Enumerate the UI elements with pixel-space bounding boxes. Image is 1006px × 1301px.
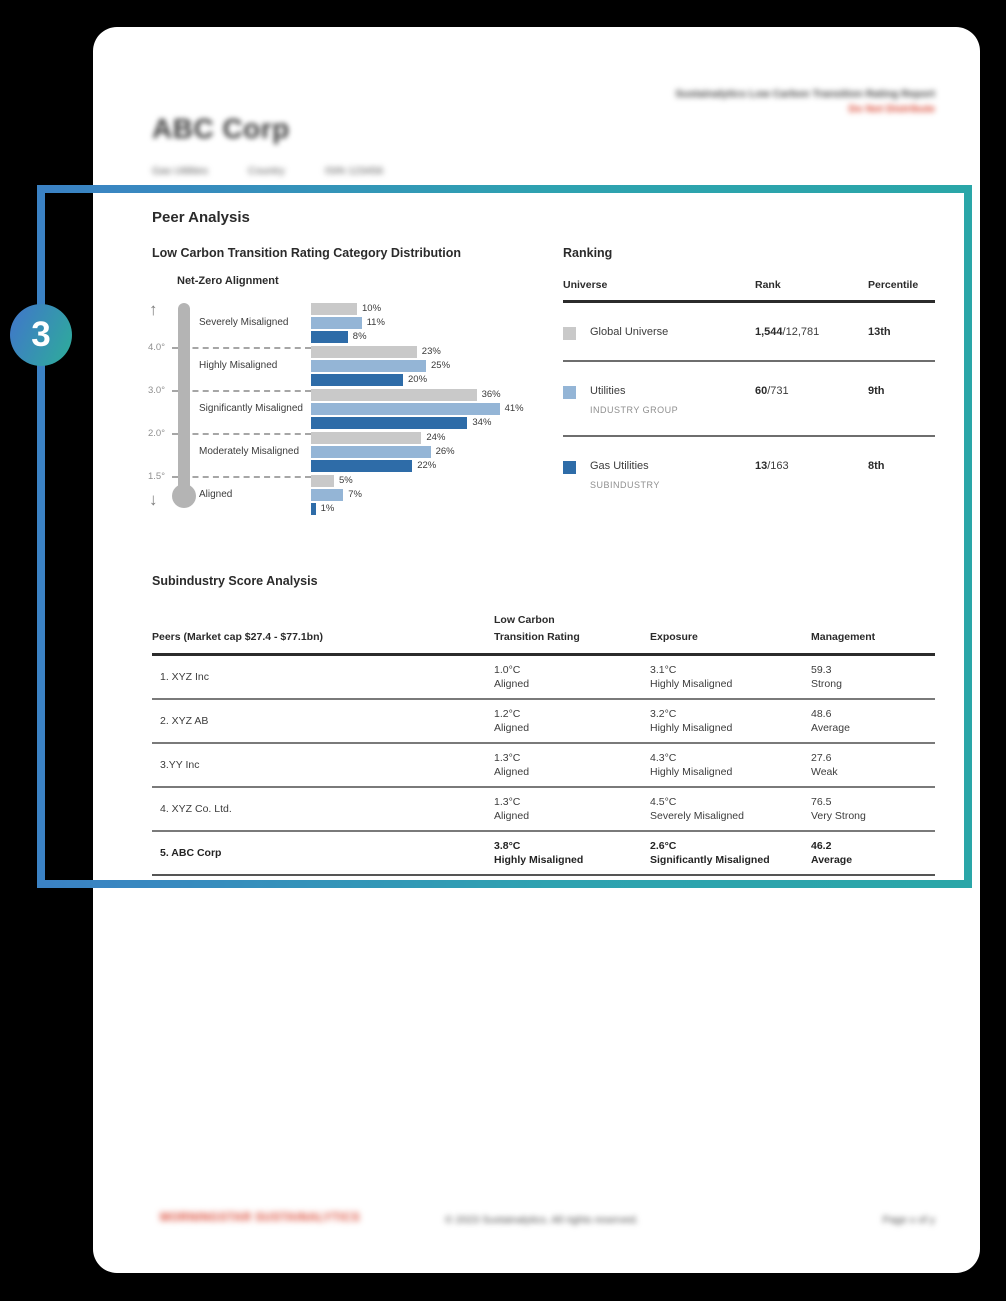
copyright-blurred: © 2023 Sustainalytics. All rights reserved. — [445, 1214, 639, 1226]
chart-body — [148, 301, 550, 519]
bar-gas-utilities — [311, 331, 348, 343]
tag-subindustry: Gas Utilities — [152, 165, 209, 177]
step-badge: 3 — [10, 304, 72, 366]
peer-name: 4. XYZ Co. Ltd. — [160, 803, 232, 815]
company-tags — [152, 165, 383, 177]
axis-tick-label: 3.0° — [148, 385, 166, 396]
category-label: Highly Misaligned — [199, 360, 278, 371]
rank-value: 1,544/12,781 — [755, 326, 820, 338]
bar-gas-utilities — [311, 460, 412, 472]
rating-value: 1.0°C — [494, 664, 521, 676]
rating-value: 1.3°C — [494, 752, 521, 764]
bar-value-label: 26% — [435, 446, 455, 457]
bar-row — [311, 374, 550, 386]
management-label: Average — [811, 854, 853, 866]
chart-title: Net-Zero Alignment — [177, 275, 279, 287]
bar-utilities — [311, 446, 431, 458]
ranking-heading: Ranking — [563, 246, 613, 260]
exposure-value: 2.6°C — [650, 840, 677, 852]
brand-logo-blurred: MORNINGSTAR SUSTAINALYTICS — [160, 1212, 360, 1224]
management-value: 48.6 — [811, 708, 832, 720]
exposure-label: Highly Misaligned — [650, 722, 733, 734]
bar-value-label: 5% — [339, 475, 353, 486]
thermometer-bulb — [172, 484, 196, 508]
management-value: 27.6 — [811, 752, 832, 764]
arrow-down-icon: ↓ — [149, 490, 158, 509]
percentile-value: 9th — [868, 385, 885, 397]
rating-value: 1.3°C — [494, 796, 521, 808]
percentile-value: 13th — [868, 326, 891, 338]
bar-row — [311, 331, 550, 343]
bar-row — [311, 446, 550, 458]
exposure-label: Severely Misaligned — [650, 810, 744, 822]
exposure-label: Significantly Misaligned — [650, 854, 770, 866]
universe-sublabel: INDUSTRY GROUP — [590, 405, 679, 415]
category-label: Moderately Misaligned — [199, 446, 300, 457]
bar-gas-utilities — [311, 417, 467, 429]
universe-name: Utilities — [590, 385, 626, 397]
management-label: Average — [811, 722, 850, 734]
bar-value-label: 11% — [366, 317, 385, 328]
report-title-blurred: Sustainalytics Low Carbon Transition Rating Report — [675, 88, 935, 100]
page-number-blurred: Page x of y — [882, 1214, 935, 1226]
chart-group — [199, 301, 550, 344]
col-universe: Universe — [563, 279, 608, 291]
bar-value-label: 7% — [348, 489, 362, 500]
category-bars — [311, 303, 550, 343]
category-label: Severely Misaligned — [199, 317, 289, 328]
universe-name: Gas Utilities — [590, 460, 649, 472]
chart-group — [199, 473, 550, 516]
management-label: Weak — [811, 766, 838, 778]
bar-row — [311, 432, 550, 444]
thermometer-stem — [178, 303, 190, 493]
bar-value-label: 34% — [472, 417, 492, 428]
arrow-up-icon: ↑ — [149, 300, 158, 319]
report-distribution-note-blurred: Do Not Distribute — [848, 103, 935, 115]
exposure-label: Highly Misaligned — [650, 766, 733, 778]
category-bars — [311, 475, 550, 515]
rating-label: Aligned — [494, 766, 530, 778]
bar-value-label: 22% — [417, 460, 437, 471]
tag-isin: ISIN 123456 — [324, 165, 384, 177]
category-label: Significantly Misaligned — [199, 403, 303, 414]
bar-global-universe — [311, 475, 334, 487]
rating-label: Aligned — [494, 810, 530, 822]
bar-value-label: 8% — [352, 331, 367, 342]
chart-group — [199, 344, 550, 387]
bar-global-universe — [311, 303, 357, 315]
rating-label: Highly Misaligned — [494, 854, 584, 866]
report-meta — [675, 88, 935, 115]
rating-value: 3.8°C — [494, 840, 521, 852]
management-value: 46.2 — [811, 840, 832, 852]
section-title-peer-analysis: Peer Analysis — [152, 209, 250, 226]
bar-row — [311, 317, 550, 329]
bar-row — [311, 417, 550, 429]
percentile-value: 8th — [868, 460, 885, 472]
bar-global-universe — [311, 389, 477, 401]
bar-value-label: 24% — [426, 432, 446, 443]
subindustry-title: Subindustry Score Analysis — [152, 574, 318, 588]
col-rating-line1: Low Carbon — [494, 614, 555, 626]
col-rank: Rank — [755, 279, 781, 291]
col-exposure: Exposure — [650, 631, 698, 643]
category-bars — [311, 432, 550, 472]
chart-group — [199, 430, 550, 473]
chart-group — [199, 387, 550, 430]
col-peers: Peers (Market cap $27.4 - $77.1bn) — [152, 631, 324, 643]
col-management: Management — [811, 631, 876, 643]
bar-utilities — [311, 360, 426, 372]
bar-value-label: 1% — [320, 503, 335, 514]
exposure-label: Highly Misaligned — [650, 678, 733, 690]
exposure-value: 3.2°C — [650, 708, 677, 720]
bar-row — [311, 475, 550, 487]
bar-row — [311, 489, 550, 501]
bar-utilities — [311, 489, 343, 501]
rank-value: 60/731 — [755, 385, 789, 397]
axis-tick-label: 4.0° — [148, 342, 166, 353]
universe-name: Global Universe — [590, 326, 669, 338]
bar-value-label: 25% — [431, 360, 451, 371]
bar-value-label: 36% — [481, 389, 501, 400]
chart-heading: Low Carbon Transition Rating Category Distribution — [152, 246, 462, 260]
management-label: Very Strong — [811, 810, 866, 822]
rank-value: 13/163 — [755, 460, 789, 472]
bar-row — [311, 460, 550, 472]
management-value: 59.3 — [811, 664, 832, 676]
rating-value: 1.2°C — [494, 708, 521, 720]
bar-row — [311, 360, 550, 372]
nz-groups — [199, 301, 550, 516]
category-label: Aligned — [199, 489, 233, 500]
universe-sublabel: SUBINDUSTRY — [590, 480, 660, 490]
bar-gas-utilities — [311, 503, 316, 515]
bar-value-label: 20% — [408, 374, 428, 385]
bar-row — [311, 389, 550, 401]
axis-tick-label: 2.0° — [148, 428, 166, 439]
management-label: Strong — [811, 678, 842, 690]
bar-global-universe — [311, 346, 417, 358]
management-value: 76.5 — [811, 796, 832, 808]
category-bars — [311, 389, 550, 429]
tag-country: Country — [248, 165, 285, 177]
company-name: ABC Corp — [152, 113, 290, 144]
bar-row — [311, 503, 550, 515]
exposure-value: 3.1°C — [650, 664, 677, 676]
col-percentile: Percentile — [868, 279, 919, 291]
bar-utilities — [311, 403, 500, 415]
bar-utilities — [311, 317, 362, 329]
bar-value-label: 23% — [421, 346, 441, 357]
net-zero-alignment-chart — [148, 275, 550, 519]
peer-name: 3.YY Inc — [160, 759, 200, 771]
bar-value-label: 41% — [504, 403, 524, 414]
category-bars — [311, 346, 550, 386]
exposure-value: 4.3°C — [650, 752, 677, 764]
bar-gas-utilities — [311, 374, 403, 386]
bar-row — [311, 346, 550, 358]
col-rating-line2: Transition Rating — [494, 631, 580, 643]
bar-value-label: 10% — [362, 303, 382, 314]
axis-tick-label: 1.5° — [148, 471, 166, 482]
peer-name: 5. ABC Corp — [160, 847, 222, 859]
rating-label: Aligned — [494, 678, 530, 690]
peer-name: 2. XYZ AB — [160, 715, 209, 727]
bar-global-universe — [311, 432, 421, 444]
highlight-rectangle — [37, 185, 972, 888]
bar-row — [311, 403, 550, 415]
bar-row — [311, 303, 550, 315]
rating-label: Aligned — [494, 722, 530, 734]
peer-name: 1. XYZ Inc — [160, 671, 210, 683]
exposure-value: 4.5°C — [650, 796, 677, 808]
